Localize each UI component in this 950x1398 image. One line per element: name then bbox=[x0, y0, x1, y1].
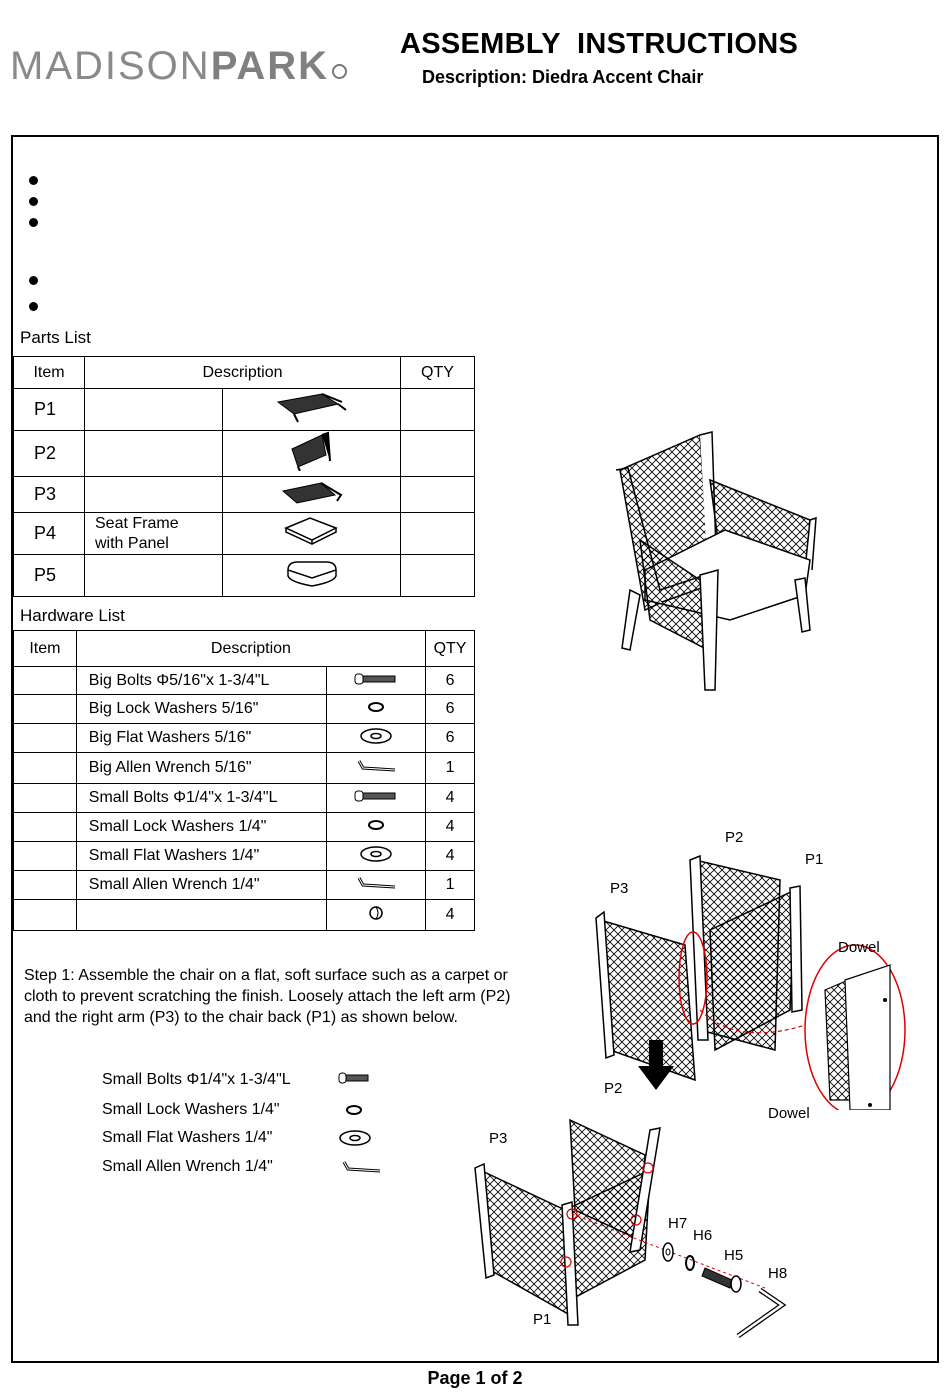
brand-ring-icon bbox=[332, 64, 347, 79]
col-item: Item bbox=[14, 631, 77, 667]
part-desc bbox=[85, 477, 223, 513]
label-h7: H7 bbox=[668, 1215, 688, 1232]
table-row bbox=[14, 724, 475, 753]
brand-bold: PARK bbox=[210, 44, 330, 88]
col-qty: QTY bbox=[426, 631, 475, 667]
hw-qty: 6 bbox=[426, 667, 475, 695]
seat-frame-icon bbox=[223, 513, 401, 555]
chair-back-icon bbox=[223, 389, 401, 431]
page-number: Page 1 of 2 bbox=[427, 1368, 523, 1388]
label-p3: P3 bbox=[610, 880, 629, 897]
part-desc: Seat Frame with Panel bbox=[85, 513, 223, 555]
hw-item bbox=[14, 813, 77, 842]
hw-desc: Big Allen Wrench 5/16" bbox=[76, 753, 327, 784]
label-p1: P1 bbox=[805, 851, 824, 868]
table-row bbox=[14, 871, 475, 900]
table-row bbox=[14, 389, 475, 431]
brand-light: MADISON bbox=[10, 44, 211, 88]
bullet-dot bbox=[29, 218, 38, 227]
page-subtitle: Description: Diedra Accent Chair bbox=[422, 67, 704, 87]
hw-desc: Small Lock Washers 1/4" bbox=[76, 813, 327, 842]
label-h5: H5 bbox=[724, 1247, 744, 1264]
table-row bbox=[14, 477, 475, 513]
parts-header-row bbox=[14, 357, 475, 389]
bullet-dot bbox=[29, 276, 38, 285]
col-description: Description bbox=[85, 357, 401, 389]
hw-qty: 4 bbox=[426, 900, 475, 931]
hw-desc: Big Flat Washers 5/16" bbox=[76, 724, 327, 753]
step1-hw-label: Small Lock Washers 1/4" bbox=[102, 1101, 280, 1118]
bolt-icon bbox=[327, 667, 426, 695]
part-qty bbox=[401, 555, 475, 597]
table-row bbox=[14, 431, 475, 477]
hw-item bbox=[14, 842, 77, 871]
step1-assembly-diagram bbox=[470, 1100, 800, 1345]
cap-icon bbox=[327, 900, 426, 931]
part-desc bbox=[85, 431, 223, 477]
label-p2: P2 bbox=[604, 1080, 623, 1097]
part-item: P2 bbox=[14, 431, 85, 477]
allen-wrench-icon bbox=[327, 871, 426, 900]
lock-washer-icon bbox=[327, 813, 426, 842]
assembled-chair-illustration bbox=[600, 420, 830, 700]
step1-hw-label: Small Bolts Φ1/4"x 1-3/4"L bbox=[102, 1071, 291, 1088]
left-arm-icon bbox=[223, 431, 401, 477]
table-row bbox=[14, 784, 475, 813]
label-h6: H6 bbox=[693, 1227, 713, 1244]
table-row bbox=[14, 555, 475, 597]
bullet-dot bbox=[29, 302, 38, 311]
part-desc bbox=[85, 389, 223, 431]
hw-qty: 6 bbox=[426, 695, 475, 724]
label-p2: P2 bbox=[725, 829, 744, 846]
table-row bbox=[14, 695, 475, 724]
label-dowel: Dowel bbox=[838, 939, 880, 956]
step1-hw-label: Small Flat Washers 1/4" bbox=[102, 1129, 273, 1146]
label-p1: P1 bbox=[533, 1311, 552, 1328]
hw-desc: Small Bolts Φ1/4"x 1-3/4"L bbox=[76, 784, 327, 813]
hw-item bbox=[14, 871, 77, 900]
hardware-list-heading: Hardware List bbox=[20, 606, 125, 625]
hw-item bbox=[14, 724, 77, 753]
hardware-table bbox=[13, 630, 475, 931]
bolt-icon bbox=[327, 784, 426, 813]
arrow-down-icon bbox=[638, 1040, 674, 1092]
parts-table bbox=[13, 356, 475, 597]
hw-item bbox=[14, 784, 77, 813]
flat-washer-icon bbox=[327, 842, 426, 871]
col-item: Item bbox=[14, 357, 85, 389]
page-title: ASSEMBLY INSTRUCTIONS bbox=[400, 28, 799, 60]
hw-desc: Big Bolts Φ5/16"x 1-3/4"L bbox=[76, 667, 327, 695]
col-qty: QTY bbox=[401, 357, 475, 389]
hw-item bbox=[14, 667, 77, 695]
cushion-icon bbox=[223, 555, 401, 597]
parts-list-heading: Parts List bbox=[20, 328, 91, 347]
part-desc bbox=[85, 555, 223, 597]
part-item: P5 bbox=[14, 555, 85, 597]
bullet-dot bbox=[29, 197, 38, 206]
hw-desc bbox=[76, 900, 327, 931]
step1-text: Step 1: Assemble the chair on a flat, soft surface such as a carpet or cloth to prevent scratching the finish. Loosely attach the left arm (P2) and the right arm (P3) to the chair back (P1) as shown below. bbox=[24, 967, 511, 1026]
allen-wrench-icon bbox=[327, 753, 426, 784]
part-qty bbox=[401, 389, 475, 431]
hw-item bbox=[14, 753, 77, 784]
table-row bbox=[14, 513, 475, 555]
hw-item bbox=[14, 695, 77, 724]
part-qty bbox=[401, 431, 475, 477]
label-dowel: Dowel bbox=[768, 1105, 810, 1122]
hw-desc: Small Flat Washers 1/4" bbox=[76, 842, 327, 871]
table-row bbox=[14, 753, 475, 784]
right-arm-icon bbox=[223, 477, 401, 513]
lock-washer-icon bbox=[344, 1104, 364, 1116]
lock-washer-icon bbox=[327, 695, 426, 724]
part-item: P1 bbox=[14, 389, 85, 431]
hw-qty: 6 bbox=[426, 724, 475, 753]
table-row bbox=[14, 842, 475, 871]
brand-logo bbox=[10, 44, 347, 89]
flat-washer-icon bbox=[338, 1129, 372, 1147]
bolt-icon bbox=[338, 1072, 370, 1084]
hw-desc: Small Allen Wrench 1/4" bbox=[76, 871, 327, 900]
hw-qty: 1 bbox=[426, 871, 475, 900]
part-qty bbox=[401, 477, 475, 513]
col-description: Description bbox=[76, 631, 425, 667]
bullet-dot bbox=[29, 176, 38, 185]
flat-washer-icon bbox=[327, 724, 426, 753]
hw-item bbox=[14, 900, 77, 931]
label-p3: P3 bbox=[489, 1130, 508, 1147]
hw-qty: 4 bbox=[426, 813, 475, 842]
step1-hw-label: Small Allen Wrench 1/4" bbox=[102, 1158, 273, 1175]
label-h8: H8 bbox=[768, 1265, 788, 1282]
part-item: P3 bbox=[14, 477, 85, 513]
table-row bbox=[14, 900, 475, 931]
table-row bbox=[14, 813, 475, 842]
hw-qty: 4 bbox=[426, 784, 475, 813]
table-row bbox=[14, 667, 475, 695]
hw-qty: 4 bbox=[426, 842, 475, 871]
part-item: P4 bbox=[14, 513, 85, 555]
allen-wrench-icon bbox=[340, 1160, 382, 1174]
part-qty bbox=[401, 513, 475, 555]
hw-qty: 1 bbox=[426, 753, 475, 784]
hardware-header-row bbox=[14, 631, 475, 667]
hw-desc: Big Lock Washers 5/16" bbox=[76, 695, 327, 724]
